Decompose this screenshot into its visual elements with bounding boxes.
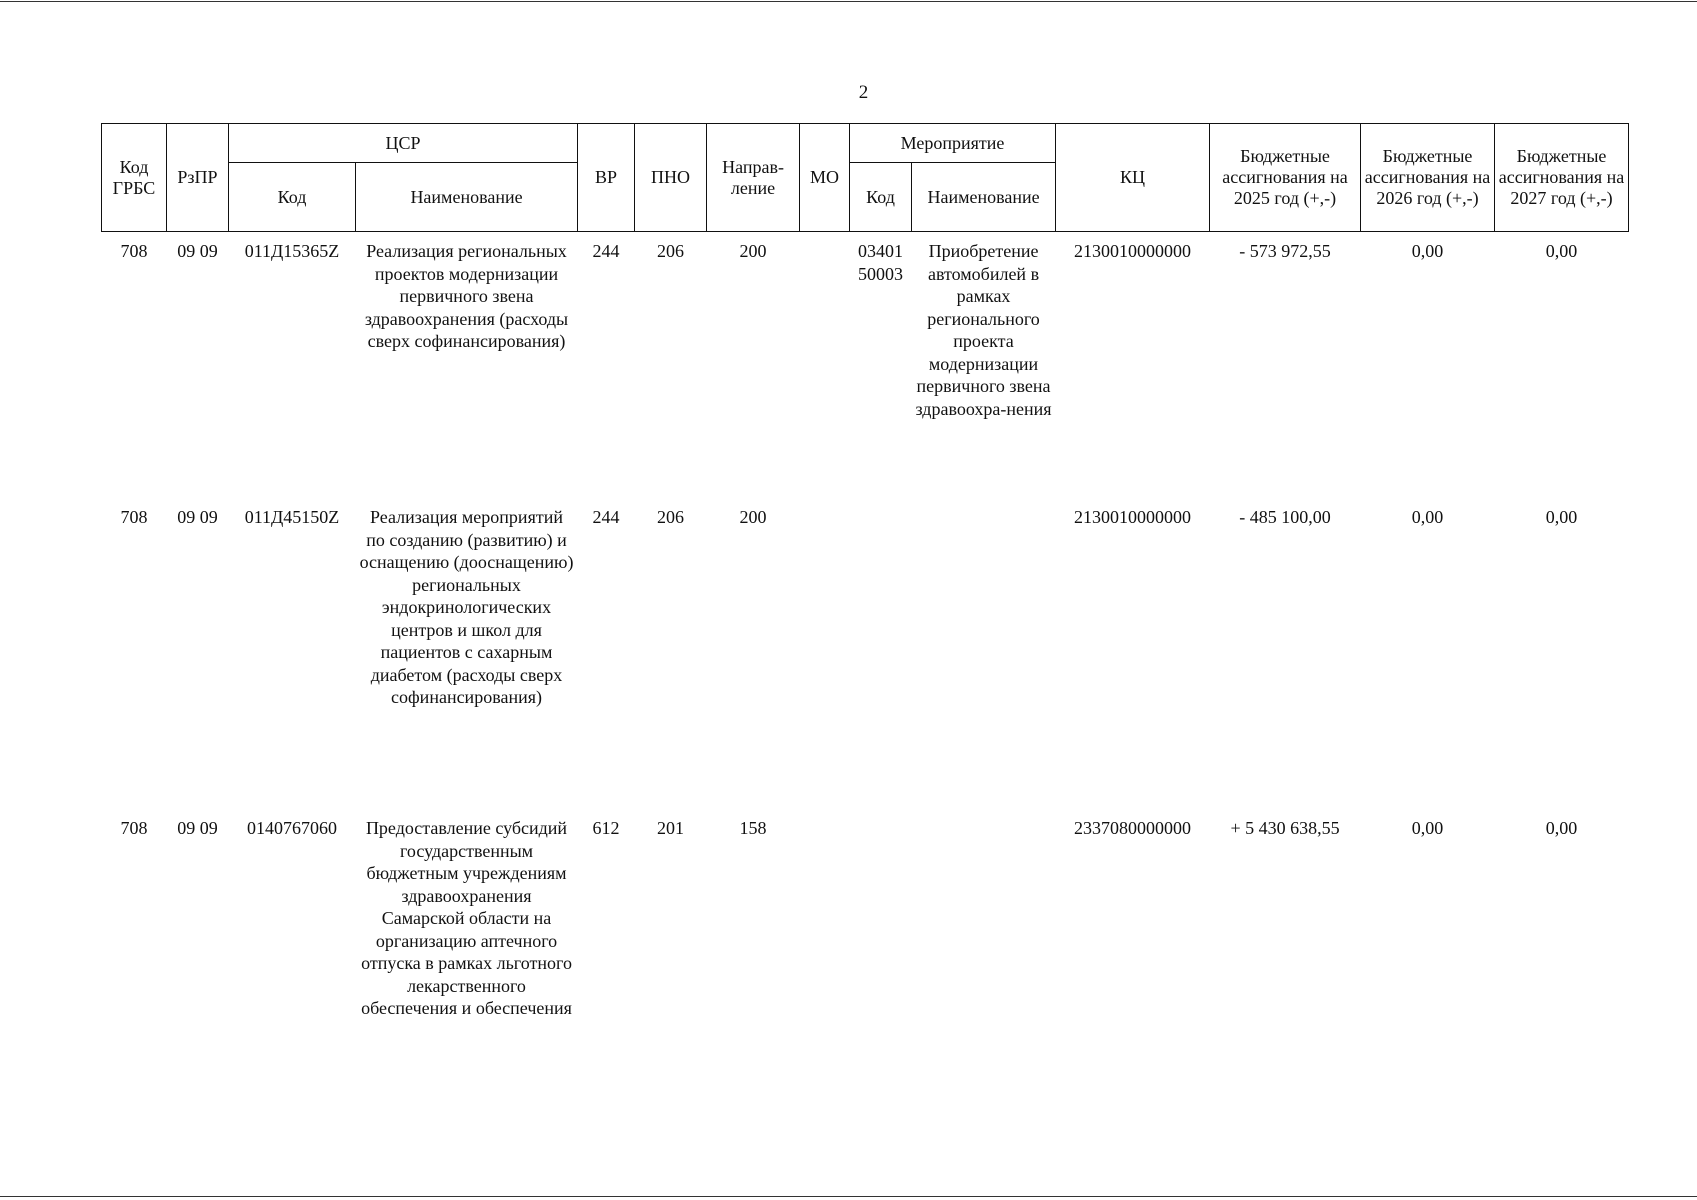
cell-ba-2027: 0,00 <box>1545 241 1578 261</box>
cell-vr: 244 <box>592 241 620 261</box>
table-row <box>102 498 1629 809</box>
cell-mer-kod <box>850 809 912 1137</box>
header-kod-grbs: Код ГРБС <box>102 124 167 232</box>
cell-napravlenie: 158 <box>739 818 767 838</box>
cell-mer-name <box>912 498 1056 809</box>
cell-rzpr: 09 09 <box>177 818 218 838</box>
cell-ba-2025: - 573 972,55 <box>1239 241 1331 261</box>
header-meropriyatie: Мероприятие <box>850 124 1056 163</box>
cell-pno: 206 <box>657 241 685 261</box>
header-napravlenie: Направ-ление <box>707 124 800 232</box>
header-csr-kod: Код <box>229 163 356 232</box>
header-rzpr: РзПР <box>167 124 229 232</box>
bottom-rule <box>0 1196 1697 1197</box>
cell-kc: 2337080000000 <box>1074 818 1192 838</box>
cell-csr-kod: 011Д15365Z <box>244 241 340 261</box>
cell-napravlenie: 200 <box>739 241 767 261</box>
cell-kc: 2130010000000 <box>1074 507 1192 527</box>
header-csr-name: Наименование <box>356 163 578 232</box>
cell-pno: 201 <box>657 818 685 838</box>
cell-ba-2026: 0,00 <box>1411 818 1444 838</box>
header-ba-2026: Бюджетные ассигнования на 2026 год (+,-) <box>1361 124 1495 232</box>
table-header <box>102 124 1629 232</box>
cell-csr-kod: 011Д45150Z <box>244 507 340 527</box>
cell-mer-kod <box>850 498 912 809</box>
page-number: 2 <box>858 82 869 103</box>
cell-vr: 612 <box>592 818 620 838</box>
cell-rzpr: 09 09 <box>177 241 218 261</box>
cell-napravlenie: 200 <box>739 507 767 527</box>
top-rule <box>0 1 1697 2</box>
cell-csr-kod: 0140767060 <box>247 818 337 838</box>
cell-mer-name: Приобретение автомобилей в рамках регионального проекта модернизации первичного звена здравоохра-нения <box>915 241 1052 419</box>
header-mo: МО <box>800 124 850 232</box>
table-row <box>102 809 1629 1137</box>
cell-vr: 244 <box>592 507 620 527</box>
cell-ba-2026: 0,00 <box>1411 241 1444 261</box>
table-row <box>102 232 1629 499</box>
cell-mo <box>800 232 850 499</box>
cell-kod-grbs: 708 <box>120 507 148 527</box>
cell-kod-grbs: 708 <box>120 818 148 838</box>
header-vr: ВР <box>578 124 635 232</box>
cell-csr-name: Реализация региональных проектов модернизации первичного звена здравоохранения (расходы сверх софинансирования) <box>364 241 569 351</box>
header-ba-2025: Бюджетные ассигнования на 2025 год (+,-) <box>1210 124 1361 232</box>
cell-mer-name <box>912 809 1056 1137</box>
header-mer-kod: Код <box>850 163 912 232</box>
cell-mo <box>800 498 850 809</box>
cell-mer-kod: 03401 50003 <box>858 241 904 284</box>
header-ba-2027: Бюджетные ассигнования на 2027 год (+,-) <box>1495 124 1629 232</box>
cell-kod-grbs: 708 <box>120 241 148 261</box>
header-mer-name: Наименование <box>912 163 1056 232</box>
cell-ba-2025: + 5 430 638,55 <box>1230 818 1340 838</box>
table-body <box>102 232 1629 1138</box>
cell-csr-name: Предоставление субсидий государственным бюджетным учреждениям здравоохранения Самарской области на организацию аптечного отпуска в рамках льготного лекарственного обеспечения и обеспечения <box>361 818 572 1018</box>
header-kc: КЦ <box>1056 124 1210 232</box>
cell-ba-2027: 0,00 <box>1545 818 1578 838</box>
cell-kc: 2130010000000 <box>1074 241 1192 261</box>
cell-pno: 206 <box>657 507 685 527</box>
budget-table <box>101 123 1629 1137</box>
cell-rzpr: 09 09 <box>177 507 218 527</box>
cell-csr-name: Реализация мероприятий по созданию (развитию) и оснащению (дооснащению) региональных эндокринологических центров и школ для пациентов с сахарным диабетом (расходы сверх софинансирования) <box>359 507 574 707</box>
header-csr: ЦСР <box>229 124 578 163</box>
cell-mo <box>800 809 850 1137</box>
header-pno: ПНО <box>635 124 707 232</box>
cell-ba-2027: 0,00 <box>1545 507 1578 527</box>
cell-ba-2025: - 485 100,00 <box>1239 507 1331 527</box>
cell-ba-2026: 0,00 <box>1411 507 1444 527</box>
